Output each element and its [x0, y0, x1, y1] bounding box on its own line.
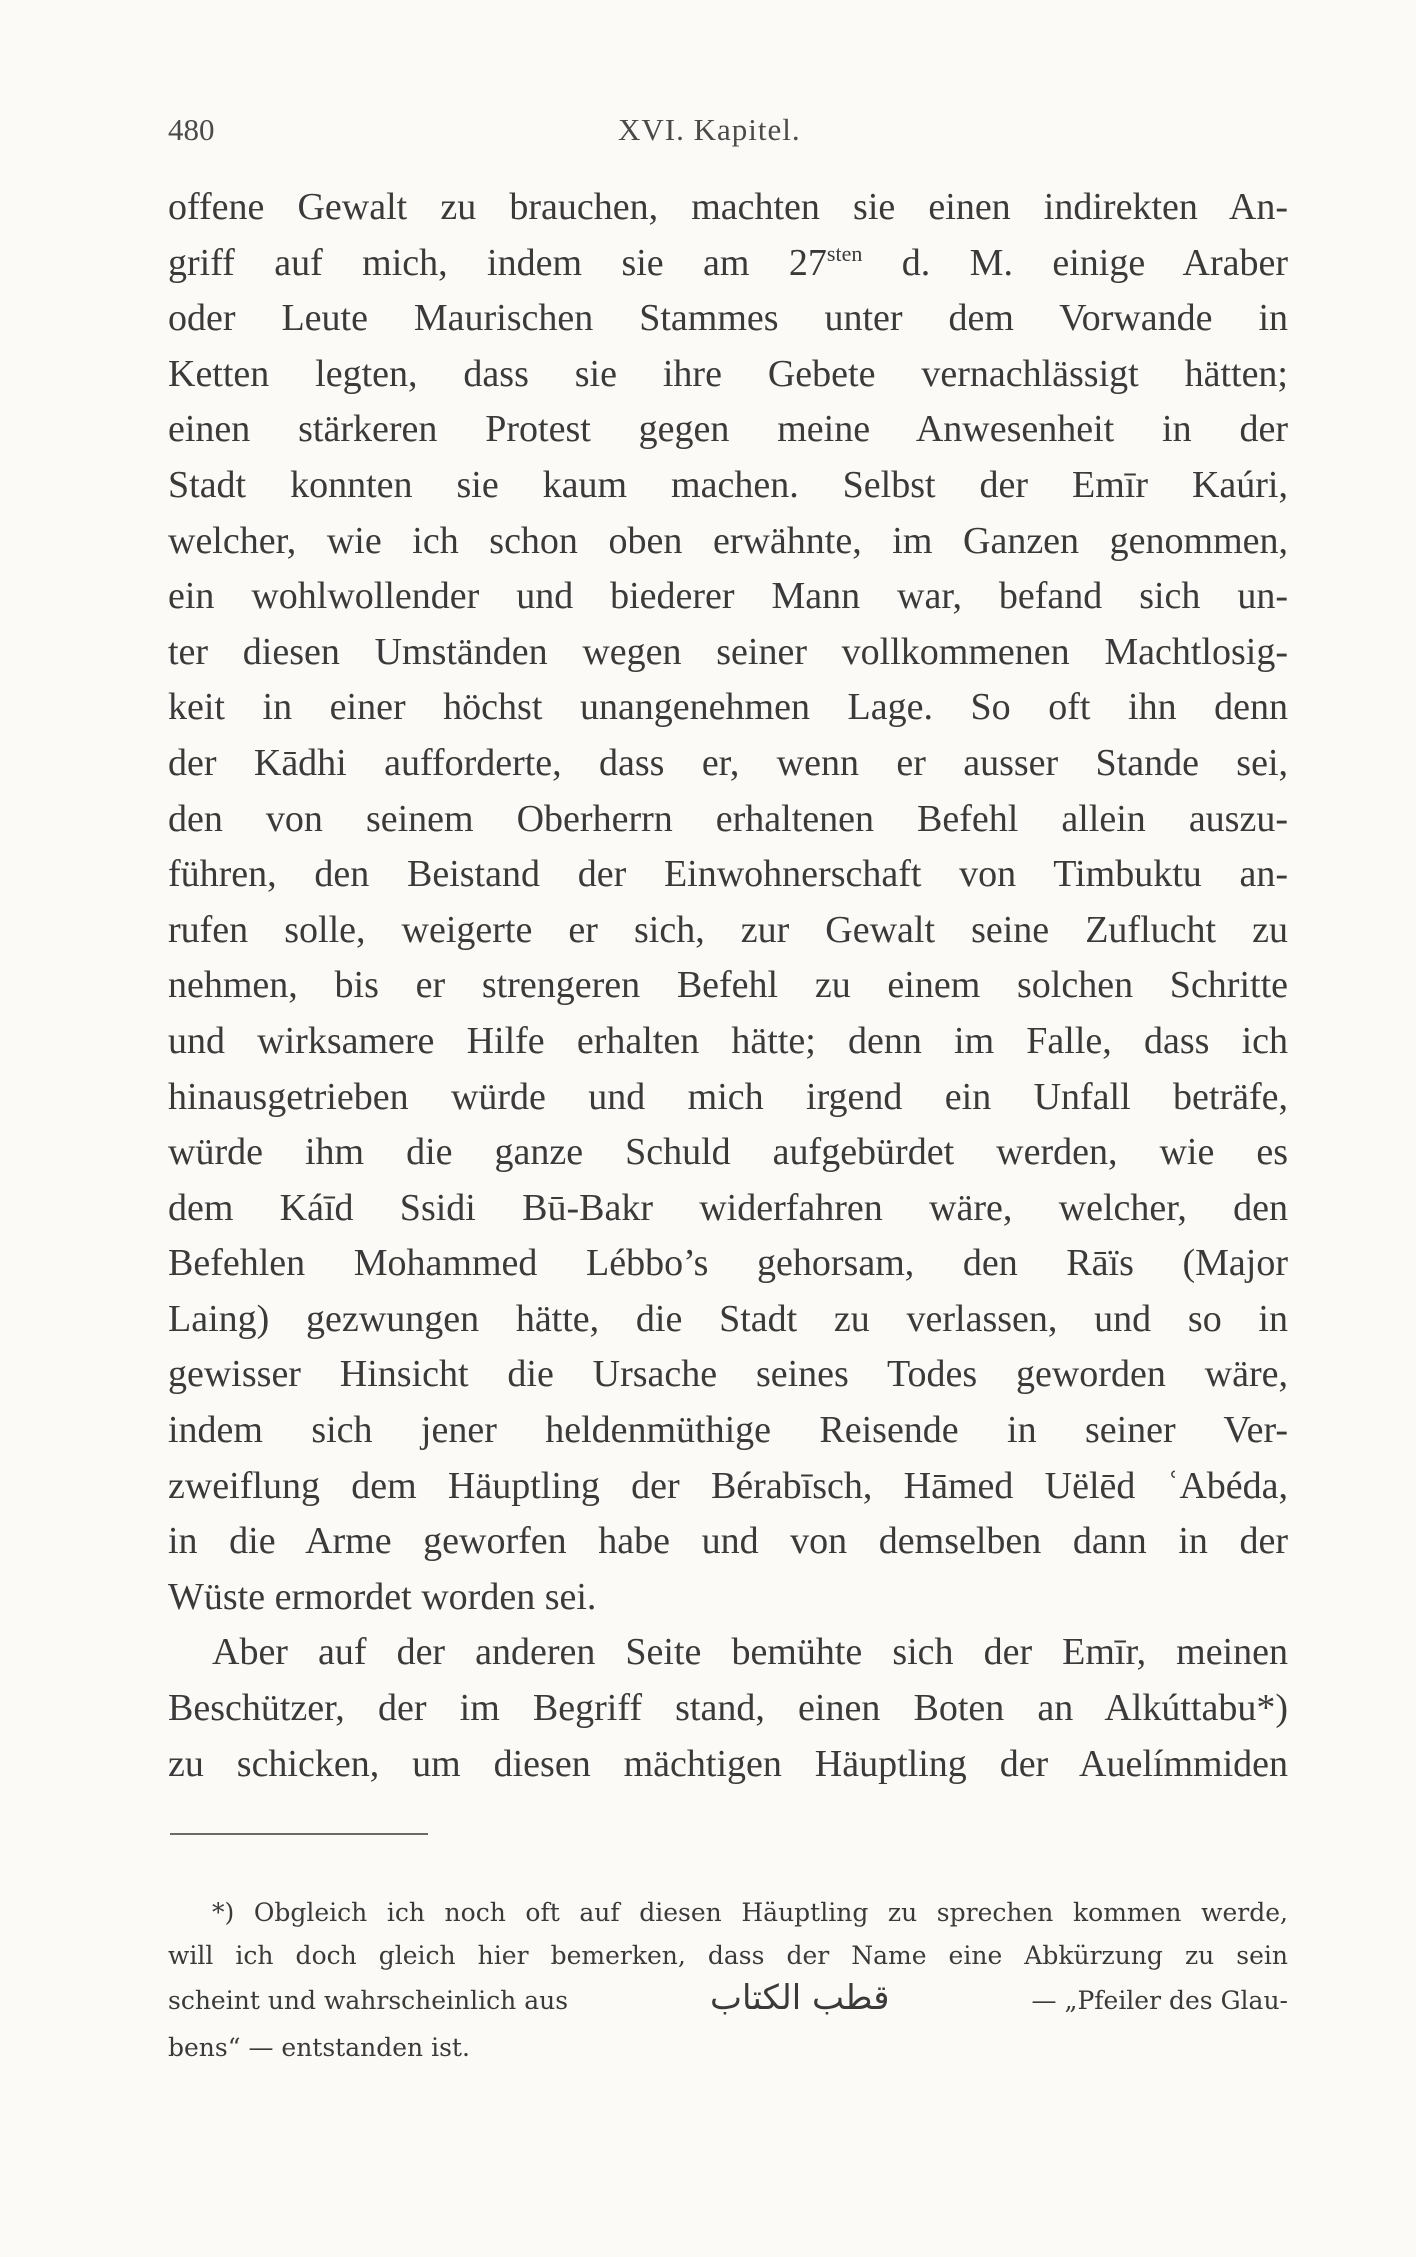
text-line: Laing) gezwungen hätte, die Stadt zu verlassen, und so in: [168, 1297, 1288, 1340]
text-line: der Kādhi aufforderte, dass er, wenn er ausser Stande sei,: [168, 741, 1288, 784]
footnote-line: bens“ — entstanden ist.: [168, 2033, 470, 2062]
text-line: offene Gewalt zu brauchen, machten sie einen indirekten An-: [168, 186, 1288, 228]
text-line: würde ihm die ganze Schuld aufgebürdet werden, wie es: [168, 1131, 1288, 1174]
text-line: und wirksamere Hilfe erhalten hätte; denn im Falle, dass ich: [168, 1019, 1288, 1062]
text-line: indem sich jener heldenmüthige Reisende in seiner Ver-: [168, 1409, 1288, 1452]
text-line: in die Arme geworfen habe und von demselben dann in der: [168, 1520, 1288, 1563]
text-line: welcher, wie ich schon oben erwähnte, im Ganzen genommen,: [168, 519, 1288, 562]
ordinal-superscript: sten: [826, 240, 863, 266]
text-line: hinausgetrieben würde und mich irgend ein Unfall beträfe,: [168, 1075, 1288, 1118]
footnote-line-with-arabic: [168, 1977, 1288, 2027]
text-line: Beschützer, der im Begriff stand, einen Boten an Alkúttabu*): [168, 1687, 1288, 1730]
text-line: zu schicken, um diesen mächtigen Häuptling der Auelímmiden: [168, 1742, 1288, 1785]
text-line: [168, 236, 1288, 292]
main-text: [168, 180, 1288, 1792]
text-line: den von seinem Oberherrn erhaltenen Befehl allein auszu-: [168, 797, 1288, 840]
text-line: einen stärkeren Protest gegen meine Anwesenheit in der: [168, 408, 1288, 451]
text-line: gewisser Hinsicht die Ursache seines Todes geworden wäre,: [168, 1353, 1288, 1396]
footnote-text: — „Pfeiler des Glau-: [1031, 1986, 1288, 2015]
footnote-line: will ich doch gleich hier bemerken, dass der Name eine Abkürzung zu sein: [168, 1940, 1288, 1970]
text-line: führen, den Beistand der Einwohnerschaft von Timbuktu an-: [168, 853, 1288, 896]
footnote-divider: [170, 1833, 428, 1835]
text-line-start: griff auf mich, indem sie am 27: [168, 241, 827, 284]
paragraph-end-line: Wüste ermordet worden sei.: [168, 1575, 597, 1618]
text-line: zweiflung dem Häuptling der Bérabīsch, Hāmed Uëlēd ʿAbéda,: [168, 1464, 1288, 1507]
arabic-phrase: قطب الكتاب: [710, 1978, 890, 2018]
footnote-line: *) Obgleich ich noch oft auf diesen Häuptling zu sprechen kommen werde,: [212, 1898, 1288, 1927]
text-line: rufen solle, weigerte er sich, zur Gewalt seine Zuflucht zu: [168, 908, 1288, 951]
running-head: [168, 112, 1288, 152]
page-number: 480: [168, 112, 215, 147]
footnote-text: scheint und wahrscheinlich aus: [168, 1986, 569, 2015]
text-line: Ketten legten, dass sie ihre Gebete vernachlässigt hätten;: [168, 352, 1288, 395]
text-line: dem Káīd Ssidi Bū-Bakr widerfahren wäre, welcher, den: [168, 1186, 1288, 1229]
text-line: ter diesen Umständen wegen seiner vollkommenen Machtlosig-: [168, 630, 1288, 673]
text-line: nehmen, bis er strengeren Befehl zu einem solchen Schritte: [168, 964, 1288, 1007]
text-line: Befehlen Mohammed Lébbo’s gehorsam, den Rāïs (Major: [168, 1242, 1288, 1285]
footnote: [168, 1892, 1288, 2070]
text-line: oder Leute Maurischen Stammes unter dem Vorwande in: [168, 297, 1288, 340]
paragraph-start-line: Aber auf der anderen Seite bemühte sich der Emīr, meinen: [212, 1631, 1288, 1674]
text-line: keit in einer höchst unangenehmen Lage. So oft ihn denn: [168, 686, 1288, 729]
text-line: ein wohlwollender und biederer Mann war, befand sich un-: [168, 575, 1288, 618]
text-line: Stadt konnten sie kaum machen. Selbst der Emīr Kaúri,: [168, 463, 1288, 506]
chapter-title: XVI. Kapitel.: [618, 112, 801, 147]
text-line-end: d. M. einige Araber: [862, 241, 1288, 284]
